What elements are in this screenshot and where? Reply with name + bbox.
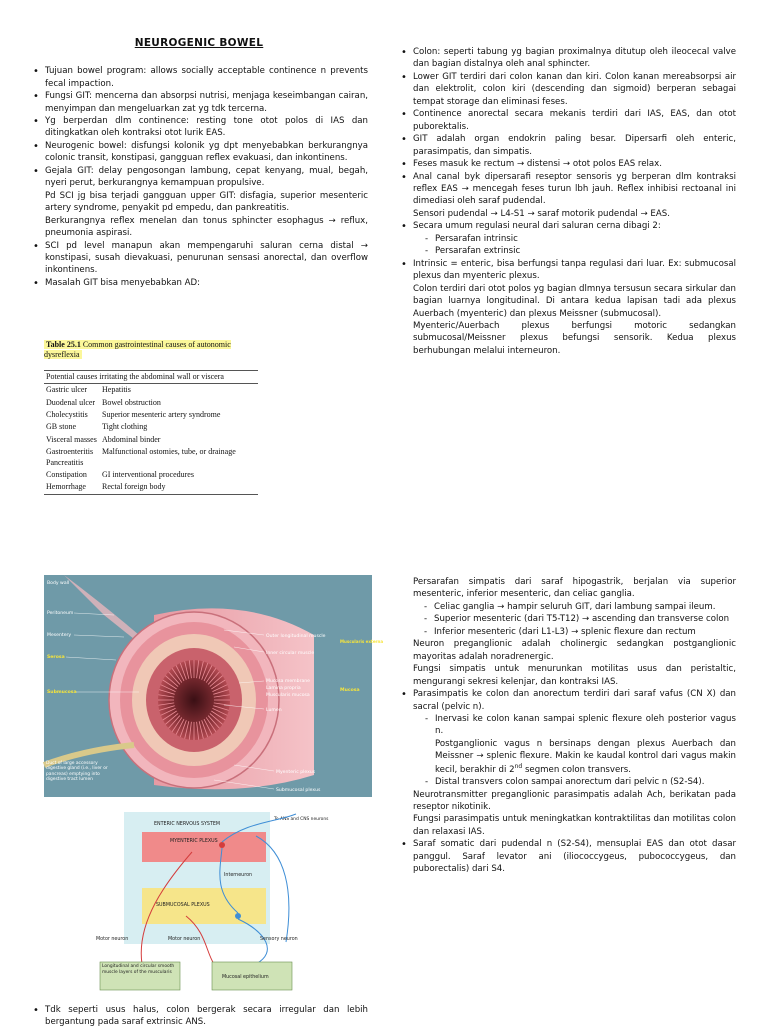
ens-to-ans-label: To ANS and CNS neurons — [274, 817, 329, 822]
enteric-nervous-system-figure — [96, 812, 328, 992]
list-item: • Saraf somatic dari pudendal n (S2-S4), mensuplai EAS dan otot dasar panggul. Saraf levator ani (iliococcygeus, pubococcygeus, dan puborectalis) dari S4. — [398, 838, 736, 875]
label-peritoneum: Peritoneum — [47, 611, 74, 616]
list-item: • Intrinsic = enteric, bisa berfungsi tanpa regulasi dari luar. Ex: submucosal plexus dan myenteric plexus. Colon terdiri dari otot polos yg bagian dlmnya tersusun secara sirkular dan bagian luarnya longitudinal. Di antara kedua lapisan tadi ada plexus Auerbach (myenteric) dan plexus Meissner (submucosal). Myenteric/Auerbach plexus berfungsi motoric sedangkan submucosal/Meissner plexus befungsi sensorik. Kedua plexus berhubungan melalui interneuron. — [398, 258, 736, 358]
paragraph: Fungsi simpatis untuk menurunkan motilitas usus dan peristaltic, mengurangi sekresi kelenjar, dan kontraksi IAS. — [413, 664, 736, 687]
mucosal-epithelium-label: Mucosal epithelium — [222, 975, 269, 980]
intestine-illustration — [44, 575, 384, 797]
label-muscularis-mucosa: Muscularis mucosa — [266, 693, 310, 698]
left-top-bullets — [30, 65, 368, 289]
list-item: • Fungsi GIT: mencerna dan absorpsi nutrisi, menjaga keseimbangan cairan, menyimpan dan mengeluarkan zat yg tdk tercerna. — [30, 90, 368, 115]
ens-diagram — [96, 812, 328, 992]
interneuron-label: Interneuron — [224, 873, 253, 878]
table-row: Constipation GI interventional procedures — [46, 469, 194, 479]
left-top-column — [30, 36, 368, 289]
dash-item: - Distal transvers colon sampai anorectum dari pelvic n (S2-S4). — [425, 776, 736, 788]
label-body-wall: Body wall — [47, 581, 70, 586]
list-item: • Anal canal byk dipersarafi reseptor sensoris yg berperan dlm kontraksi reflex EAS → mencegah feses turun lbh jauh. Reflex inhibisi rectoanal ini dimediasi oleh saraf pudendal. Sensori pudendal → L4-S1 → saraf motorik pudendal → EAS. — [398, 171, 736, 221]
dash-item: - Celiac ganglia → hampir seluruh GIT, dari lambung sampai ileum. — [424, 601, 736, 613]
table-row: Duodenal ulcer Bowel obstruction — [46, 397, 161, 407]
label-lamina-propria: Lamina propria — [266, 686, 301, 691]
list-item: • Parasimpatis ke colon dan anorectum terdiri dari saraf vafus (CN X) dan sacral (pelvic n). - Inervasi ke colon kanan sampai splenic flexure oleh posterior vagus n. Postganglionic vagus n bersinaps dengan plexus Auerbach dan Meissner → splenic flexure. Makin ke kaudal kontrol dari vagus makin kecil, berakhir di 2nd segmen colon transvers. - Distal transvers colon sampai anorectum dari pelvic n (S2-S4). Neurotransmitter preganglionic parasimpatis adalah Ach, berikatan pada reseptor nikotinik. Fungsi parasimpatis untuk meningkatkan kontraktilitas dan motilitas colon dan relaxasi IAS. — [398, 688, 736, 838]
list-item: • Secara umum regulasi neural dari saluran cerna dibagi 2: - Persarafan intrinsic - Persarafan extrinsic — [398, 220, 736, 257]
paragraph: Neurotransmitter preganglionic parasimpatis adalah Ach, berikatan pada reseptor nikotinik. — [413, 789, 736, 813]
dash-item: - Inervasi ke colon kanan sampai splenic flexure oleh posterior vagus n. Postganglionic vagus n bersinaps dengan plexus Auerbach dan Meissner → splenic flexure. Makin ke kaudal kontrol dari vagus makin kecil, berakhir di 2nd segmen colon transvers. — [425, 713, 736, 776]
paragraph: Persarafan simpatis dari saraf hipogastrik, berjalan via superior mesenteric, inferior mesenteric, dan celiac ganglia. — [413, 577, 736, 600]
table — [44, 370, 258, 495]
sensory-neuron-label: Sensory neuron — [260, 937, 298, 942]
dash-list — [398, 601, 736, 638]
dash-list — [413, 713, 736, 789]
list-item: • Neurogenic bowel: disfungsi kolonik yg dpt menyebabkan berkurangnya colonic transit, konstipasi, gangguan reflex evakuasi, dan inkontinens. — [30, 140, 368, 165]
list-item: • SCI pd level manapun akan mempengaruhi saluran cerna distal → konstipasi, susah dievakuasi, penurunan sensasi anorectal, dan overflow inkontinens. — [30, 240, 368, 277]
list-item: • Gejala GIT: delay pengosongan lambung, cepat kenyang, mual, begah, nyeri perut, berkurangnya kemampuan propulsive. Pd SCI jg bisa terjadi gangguan upper GIT: disfagia, superior mesenteric artery syndrome, penyakit pd empedu, dan pankreatitis. Berkurangnya reflex menelan dan tonus sphincter esophagus → reflux, pneumonia aspirasi. — [30, 165, 368, 240]
label-submucosa: Submucosa — [47, 690, 77, 695]
paragraph: Berkurangnya reflex menelan dan tonus sphincter esophagus → reflux, pneumonia aspirasi. — [45, 215, 368, 239]
right-top-column — [398, 46, 736, 357]
list-item: • Lower GIT terdiri dari colon kanan dan kiri. Colon kanan mereabsorpsi air dan elektrolit, colon kiri (descending dan sigmoid) berperan sebagai tempat storage dan eliminasi feses. — [398, 71, 736, 108]
table-row: Hemorrhage Rectal foreign body — [44, 481, 258, 494]
table-row: Visceral masses Abdominal binder — [46, 434, 161, 444]
list-item: • Feses masuk ke rectum → distensi → otot polos EAS relax. — [398, 158, 736, 170]
muscle-layer-label: Longitudinal and circular smooth muscle layers of the muscularis — [102, 964, 175, 975]
table-row: Gastric ulcer Hepatitis — [46, 385, 131, 395]
intestine-wall-figure — [44, 575, 384, 797]
label-serosa: Serosa — [47, 655, 65, 660]
myenteric-label: MYENTERIC PLEXUS — [170, 839, 218, 844]
paragraph: Sensori pudendal → L4-S1 → saraf motorik pudendal → EAS. — [413, 208, 670, 219]
label-outer-longitudinal: Outer longitudinal muscle — [266, 634, 326, 639]
label-duct: Duct of large accessory digestive gland (i.e., liver or pancreas) emptying into digestive tract lumen — [46, 761, 108, 782]
table-row: Cholecystitis Superior mesenteric artery syndrome — [46, 409, 221, 419]
motor-neuron-label-1: Motor neuron — [96, 937, 129, 942]
dash-item: - Persarafan intrinsic — [425, 233, 736, 245]
table-header: Potential causes irritating the abdominal wall or viscera — [44, 370, 258, 383]
motor-neuron-label-2: Motor neuron — [168, 937, 201, 942]
label-mesentery: Mesentery — [47, 633, 72, 638]
list-item: • Tujuan bowel program: allows socially acceptable continence n prevents fecal impaction. — [30, 65, 368, 90]
label-muscularis: Muscularis externa — [340, 639, 384, 644]
ens-title: ENTERIC NERVOUS SYSTEM — [154, 822, 221, 827]
paragraph: Colon terdiri dari otot polos yg bagian dlmnya tersusun secara sirkular dan bagian luarnya longitudinal. Di antara kedua lapisan tadi ada plexus Auerbach (myenteric) dan plexus Meissner (submucosal). — [413, 283, 736, 319]
table-caption: Table 25.1 Common gastrointestinal causes of autonomic dysreflexia — [44, 340, 231, 360]
dash-item: - Persarafan extrinsic — [425, 245, 736, 257]
table-row: Gastroenteritis Pancreatitis Malfunctional ostomies, tube, or drainage — [46, 447, 236, 467]
paragraph: Neuron preganglionic adalah cholinergic sedangkan postganglionic mayoritas adalah noradrenergic. — [413, 639, 736, 662]
list-item: • Tdk seperti usus halus, colon bergerak secara irregular dan lebih bergantung pada saraf extrinsic ANS. — [30, 1004, 368, 1029]
dash-item: - Inferior mesenteric (dari L1-L3) → splenic flexure dan rectum — [424, 626, 736, 638]
dash-item: - Superior mesenteric (dari T5-T12) → ascending dan transverse colon — [424, 613, 736, 625]
dash-list — [413, 233, 736, 258]
submucosal-label: SUBMUCOSAL PLEXUS — [156, 903, 210, 908]
right-top-bullets — [398, 46, 736, 357]
paragraph: Pd SCI jg bisa terjadi gangguan upper GIT: disfagia, superior mesenteric artery syndrome, penyakit pd empedu, dan pankreatitis. — [45, 190, 368, 214]
left-bottom-column — [30, 1004, 368, 1029]
list-item: • Masalah GIT bisa menyebabkan AD: — [30, 277, 368, 289]
label-inner-circular: Inner circular muscle — [266, 651, 315, 656]
page-title: NEUROGENIC BOWEL — [134, 37, 264, 49]
paragraph: Myenteric/Auerbach plexus berfungsi motoric sedangkan submucosal/Meissner plexus befungsi sensorik. Kedua plexus berhubungan melalui interneuron. — [413, 320, 736, 356]
label-mucosa-membrane: Mucosa membrane — [266, 679, 311, 684]
right-bottom-bullets — [398, 688, 736, 876]
myenteric-plexus-box — [142, 832, 266, 862]
list-item: • Colon: seperti tabung yg bagian proximalnya ditutup oleh ileocecal valve dan bagian distalnya oleh anal sphincter. — [398, 46, 736, 71]
label-submucosal-plexus: Submucosal plexus — [276, 788, 321, 793]
label-myenteric-plexus: Myenteric plexus — [276, 770, 316, 775]
paragraph: Postganglionic vagus n bersinaps dengan plexus Auerbach dan Meissner → splenic flexure. Makin ke kaudal kontrol dari vagus makin kecil, berakhir di 2nd segmen colon transvers. — [435, 738, 736, 775]
table-row: GB stone Tight clothing — [46, 422, 148, 432]
ad-causes-table — [44, 340, 258, 495]
label-lumen: Lumen — [266, 708, 282, 713]
paragraph: Fungsi parasimpatis untuk meningkatkan kontraktilitas dan motilitas colon dan relaxasi IAS. — [413, 814, 736, 837]
label-mucosa: Mucosa — [340, 688, 360, 693]
right-bottom-column — [398, 576, 736, 876]
list-item: • GIT adalah organ endokrin paling besar. Dipersarfi oleh enteric, parasimpatis, dan simpatis. — [398, 133, 736, 158]
list-item: • Yg berperdan dlm continence: resting tone otot polos di IAS dan ditingkatkan oleh kontraksi otot lurik EAS. — [30, 115, 368, 140]
list-item: • Continence anorectal secara mekanis terdiri dari IAS, EAS, dan otot puborektalis. — [398, 108, 736, 133]
